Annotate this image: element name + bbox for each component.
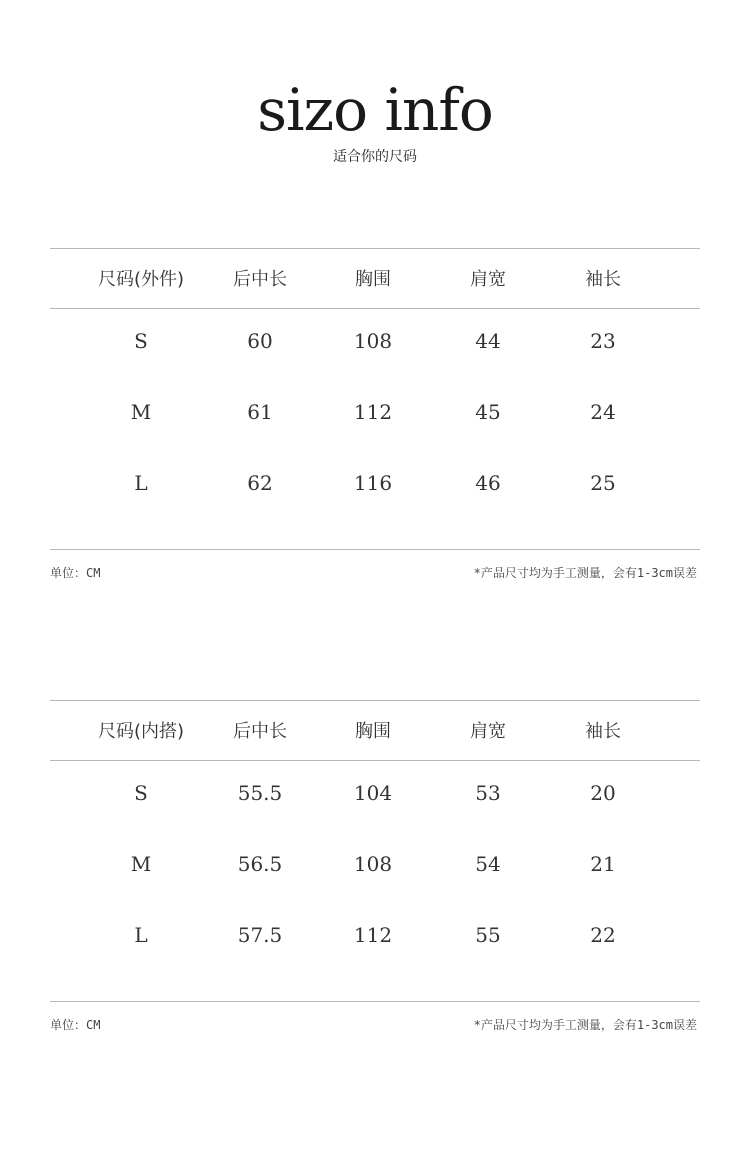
header-shoulder: 肩宽 [470,721,506,742]
cell-back-length: 57.5 [237,923,283,947]
table-row [50,451,700,522]
measurement-note: *产品尺寸均为手工测量，会有1-3cm误差 [473,566,697,580]
measurement-note: *产品尺寸均为手工测量，会有1-3cm误差 [473,1018,697,1032]
header-sleeve: 袖长 [585,721,621,742]
size-table-outerwear [50,248,700,580]
cell-size: S [134,329,148,353]
header-back-length: 后中长 [233,269,287,290]
header-shoulder: 肩宽 [470,269,506,290]
cell-sleeve: 20 [590,781,616,805]
size-table-innerwear [50,700,700,1032]
cell-chest: 112 [353,923,393,947]
table-header-row [50,249,700,308]
unit-note: 单位：CM [50,1018,101,1032]
header-chest: 胸围 [355,269,391,290]
table-body [50,761,700,1001]
table-notes [50,1002,700,1032]
table-row [50,309,700,380]
header-size: 尺码(内搭) [97,721,185,742]
page-title: sizo info [257,76,493,144]
cell-shoulder: 54 [475,852,501,876]
cell-back-length: 55.5 [237,781,283,805]
cell-shoulder: 55 [475,923,501,947]
cell-chest: 108 [353,329,393,353]
cell-chest: 116 [353,471,393,495]
cell-sleeve: 24 [590,400,616,424]
table-row [50,832,700,903]
cell-sleeve: 25 [590,471,616,495]
table-body [50,309,700,549]
cell-chest: 104 [353,781,393,805]
cell-shoulder: 46 [475,471,501,495]
cell-shoulder: 45 [475,400,501,424]
page-subtitle: 适合你的尺码 [333,149,417,165]
header-size: 尺码(外件) [97,269,185,290]
table-row [50,380,700,451]
header-back-length: 后中长 [233,721,287,742]
header-chest: 胸围 [355,721,391,742]
cell-chest: 112 [353,400,393,424]
cell-size: M [130,400,152,424]
cell-back-length: 61 [247,400,273,424]
cell-sleeve: 21 [590,852,616,876]
cell-sleeve: 23 [590,329,616,353]
cell-sleeve: 22 [590,923,616,947]
unit-note: 单位：CM [50,566,101,580]
table-notes [50,550,700,580]
cell-size: S [134,781,148,805]
cell-shoulder: 44 [475,329,501,353]
cell-size: M [130,852,152,876]
cell-chest: 108 [353,852,393,876]
table-row [50,761,700,832]
cell-back-length: 56.5 [237,852,283,876]
header-sleeve: 袖长 [585,269,621,290]
cell-size: L [134,923,148,947]
cell-back-length: 60 [247,329,273,353]
cell-size: L [134,471,148,495]
table-header-row [50,701,700,760]
cell-back-length: 62 [247,471,273,495]
table-row [50,903,700,974]
cell-shoulder: 53 [475,781,501,805]
